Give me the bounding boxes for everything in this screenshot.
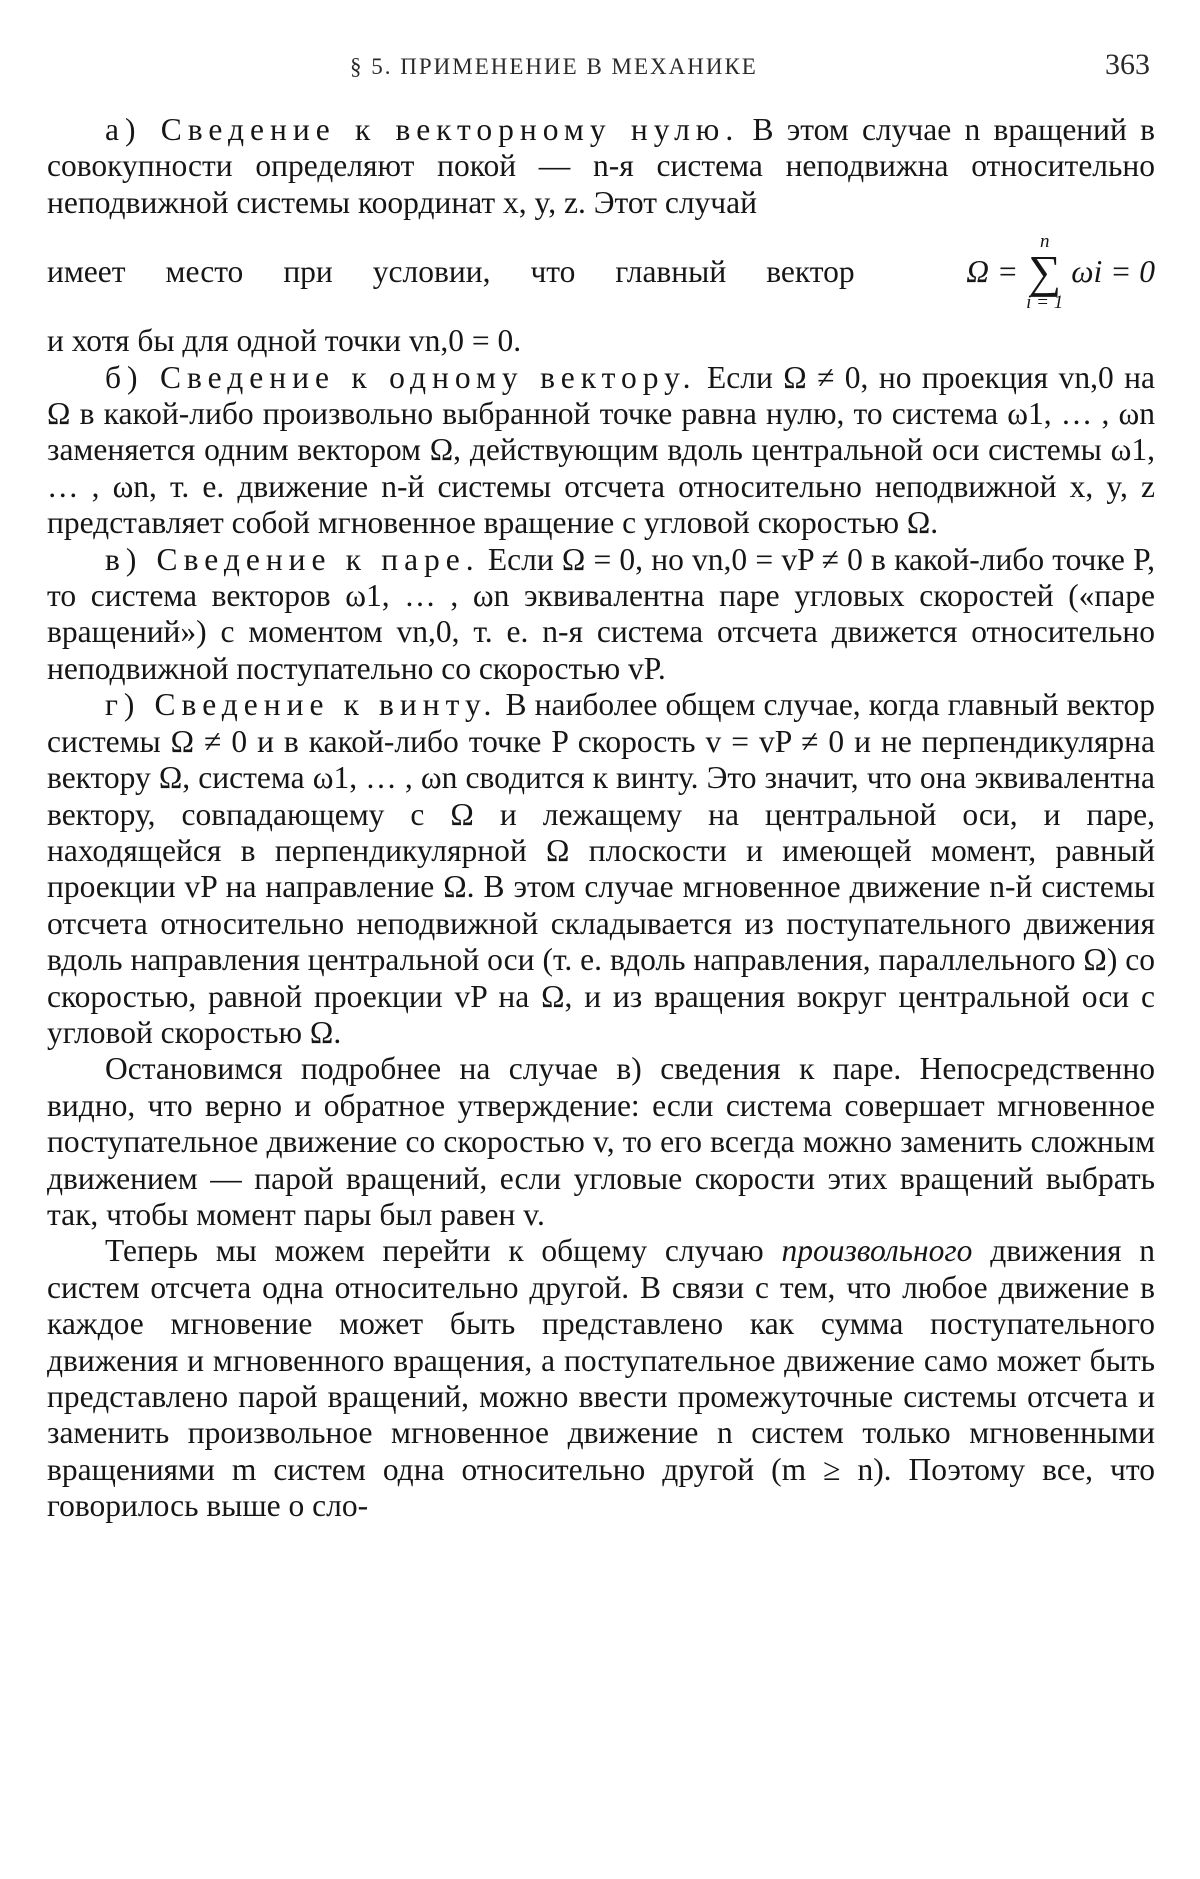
sum-lower-limit: i = 1 — [1026, 292, 1064, 314]
case-c-text: Если Ω = 0, но vn,0 = vP ≠ 0 в какой-либо точке P, то система векторов ω1, … , ωn эквивалентна паре угловых скоростей («паре вращений») с моментом vn,0, т. е. n-я система отсчета движется относительно неподвижной поступательно со скоростью vP. — [47, 541, 1155, 686]
general-case-start: Теперь мы можем перейти к общему случаю — [105, 1233, 764, 1269]
word: условии, — [372, 254, 491, 290]
word: что — [530, 254, 576, 290]
word: вектор — [766, 254, 855, 290]
case-d-label: г) Сведение к винту. — [105, 687, 498, 723]
page-number: 363 — [1105, 48, 1150, 81]
equation-line — [47, 221, 1155, 323]
general-case-rest: движения n систем отсчета одна относительно другой. В связи с тем, что любое движение в каждое мгновение может быть представлено как сумма поступательного движения и мгновенного вращения, а поступательное движение само может быть представлено парой вращений, можно ввести промежуточные системы отсчета и заменить произвольное мгновенное движение n систем только мгновенными вращениями m систем одна относительно другой (m ≥ n). Поэтому все, что говорилось выше о сло- — [47, 1233, 1156, 1524]
word: место — [165, 254, 244, 290]
paragraph-a — [47, 112, 1155, 221]
case-d-text: В наиболее общем случае, когда главный вектор системы Ω ≠ 0 и в какой-либо точке P скорость v = vP ≠ 0 и не перпендикулярна вектору Ω, система ω1, … , ωn сводится к винту. Это значит, что она эквивалентна вектору, совпадающему с Ω и лежащему на центральной оси, и паре, находящейся в перпендикулярной Ω плоскости и имеющей момент, равный проекции vP на направление Ω. В этом случае мгновенное движение n-й системы отсчета относительно неподвижной складывается из поступательного движения вдоль направления центральной оси (т. е. вдоль направления, параллельного Ω) со скоростью, равной проекции vP на Ω, и из вращения вокруг центральной оси с угловой скоростью Ω. — [47, 687, 1156, 1050]
word: при — [283, 254, 333, 290]
case-a-label: а) Сведение к векторному нулю. — [105, 112, 740, 147]
paragraph-c — [47, 542, 1155, 688]
paragraph-a-tail: и хотя бы для одной точки vn,0 = 0. — [47, 323, 522, 359]
summation-sign — [1026, 232, 1063, 312]
sigma-glyph: ∑ — [1028, 246, 1062, 298]
case-b-label: б) Сведение к одному вектору. — [105, 359, 697, 395]
sum-upper-limit: n — [1039, 231, 1050, 253]
case-c-label: в) Сведение к паре. — [105, 541, 480, 577]
case-b-text: Если Ω ≠ 0, но проекция vn,0 на Ω в какой-либо произвольно выбранной точке равна нулю, то система ω1, … , ωn заменяется одним вектором Ω, действующим вдоль центральной оси системы ω1, … , ωn, т. е. движение n-й системы отсчета относительно неподвижной x, y, z представляет собой мгновенное вращение с угловой скоростью Ω. — [47, 359, 1155, 541]
running-head: § 5. ПРИМЕНЕНИЕ В МЕХАНИКЕ — [350, 54, 758, 79]
formula-right: ωi = 0 — [1071, 254, 1155, 290]
paragraph-general-case — [47, 1233, 1155, 1524]
page-header — [50, 48, 1150, 88]
case-a-text: В этом случае n вращений в совокупности определяют покой — n-я система неподвижна относительно неподвижной системы координат x, y, z. Этот случай — [47, 112, 1156, 220]
word: главный — [615, 254, 727, 290]
word: имеет — [47, 254, 126, 290]
paragraph-d — [47, 687, 1155, 1051]
paragraph-b — [47, 360, 1155, 542]
general-case-italic: произвольного — [781, 1233, 973, 1269]
paragraph-pair-remark: Остановимся подробнее на случае в) сведения к паре. Непосредственно видно, что верно и обратное утверждение: если система совершает мгновенное поступательное движение со скоростью v, то его всегда можно заменить сложным движением — парой вращений, если угловые скорости этих вращений выбрать так, чтобы момент пары был равен v. — [47, 1051, 1155, 1232]
body-text — [47, 112, 1155, 1525]
formula-left: Ω = — [966, 254, 1019, 290]
sum-formula — [966, 232, 1155, 312]
equation-line-words — [47, 254, 855, 290]
